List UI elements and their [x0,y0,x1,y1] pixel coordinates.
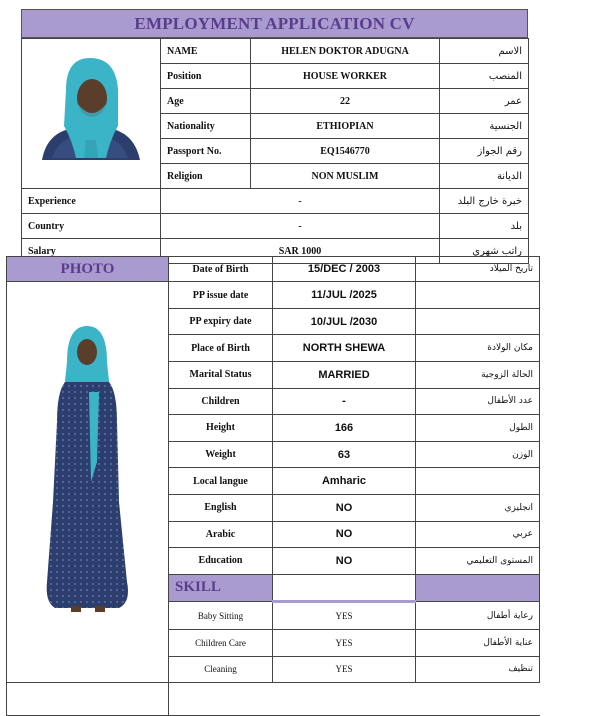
position-value: HOUSE WORKER [251,64,440,89]
skill-heading-fill [416,574,540,602]
detail-value: NO [273,494,416,521]
passport-value: EQ1546770 [251,139,440,164]
detail-value: NO [273,521,416,548]
salary-arabic: راتب شهري [440,239,529,264]
detail-label: Date of Birth [169,257,273,282]
table-row [7,282,540,309]
passport-label: Passport No. [161,139,251,164]
detail-arabic: عدد الأطفال [416,388,540,415]
detail-label: Height [169,415,273,442]
page-title: EMPLOYMENT APPLICATION CV [21,9,528,38]
skill-heading: SKILL [169,574,273,602]
detail-value: - [273,388,416,415]
age-arabic: عمر [440,89,529,114]
experience-label: Experience [22,189,161,214]
detail-label: English [169,494,273,521]
detail-arabic: تاريخ الميلاد [416,257,540,282]
detail-arabic [416,468,540,495]
nationality-label: Nationality [161,114,251,139]
detail-arabic [416,308,540,335]
detail-value: MARRIED [273,362,416,389]
nationality-arabic: الجنسية [440,114,529,139]
detail-arabic: الحالة الزوجية [416,362,540,389]
nationality-value: ETHIOPIAN [251,114,440,139]
age-label: Age [161,89,251,114]
detail-value: 166 [273,415,416,442]
photo-heading: PHOTO [7,257,169,282]
personal-info-table [21,38,529,264]
name-value: HELEN DOKTOR ADUGNA [251,39,440,64]
detail-arabic: الطول [416,415,540,442]
religion-label: Religion [161,164,251,189]
detail-arabic: عربي [416,521,540,548]
skill-label: Children Care [169,629,273,656]
position-arabic: المنصب [440,64,529,89]
passport-arabic: رقم الجواز [440,139,529,164]
blank-row [7,683,169,716]
detail-value: 63 [273,441,416,468]
skill-value: YES [273,602,416,630]
detail-label: Education [169,548,273,575]
skill-arabic: عناية الأطفال [416,629,540,656]
detail-label: Children [169,388,273,415]
country-label: Country [22,214,161,239]
salary-value: SAR 1000 [161,239,440,264]
detail-value: NO [273,548,416,575]
detail-label: Place of Birth [169,335,273,362]
country-value: - [161,214,440,239]
detail-label: PP expiry date [169,308,273,335]
details-table [6,256,540,716]
detail-arabic [416,282,540,309]
detail-value: Amharic [273,468,416,495]
detail-label: PP issue date [169,282,273,309]
skill-label: Cleaning [169,656,273,683]
detail-label: Arabic [169,521,273,548]
skill-heading-spacer [273,574,416,602]
experience-arabic: خبرة خارج البلد [440,189,529,214]
full-body-photo [7,282,169,683]
skill-value: YES [273,656,416,683]
skill-label: Baby Sitting [169,602,273,630]
experience-value: - [161,189,440,214]
table-row [7,683,540,716]
detail-value: NORTH SHEWA [273,335,416,362]
table-row [22,214,529,239]
detail-arabic: المستوى التعليمي [416,548,540,575]
detail-value: 10/JUL /2030 [273,308,416,335]
skill-value: YES [273,629,416,656]
detail-value: 15/DEC / 2003 [273,257,416,282]
name-label: NAME [161,39,251,64]
skill-arabic: تنظيف [416,656,540,683]
religion-arabic: الديانة [440,164,529,189]
detail-arabic: الوزن [416,441,540,468]
country-arabic: بلد [440,214,529,239]
detail-label: Marital Status [169,362,273,389]
detail-label: Local langue [169,468,273,495]
table-row [7,257,540,282]
detail-value: 11/JUL /2025 [273,282,416,309]
detail-arabic: انجليزي [416,494,540,521]
position-label: Position [161,64,251,89]
headshot-photo [22,39,161,189]
detail-label: Weight [169,441,273,468]
detail-arabic: مكان الولادة [416,335,540,362]
blank-row-fill [169,683,540,716]
religion-value: NON MUSLIM [251,164,440,189]
name-arabic: الاسم [440,39,529,64]
table-row [22,39,529,64]
skill-arabic: رعاية أطفال [416,602,540,630]
age-value: 22 [251,89,440,114]
salary-label: Salary [22,239,161,264]
table-row [22,189,529,214]
